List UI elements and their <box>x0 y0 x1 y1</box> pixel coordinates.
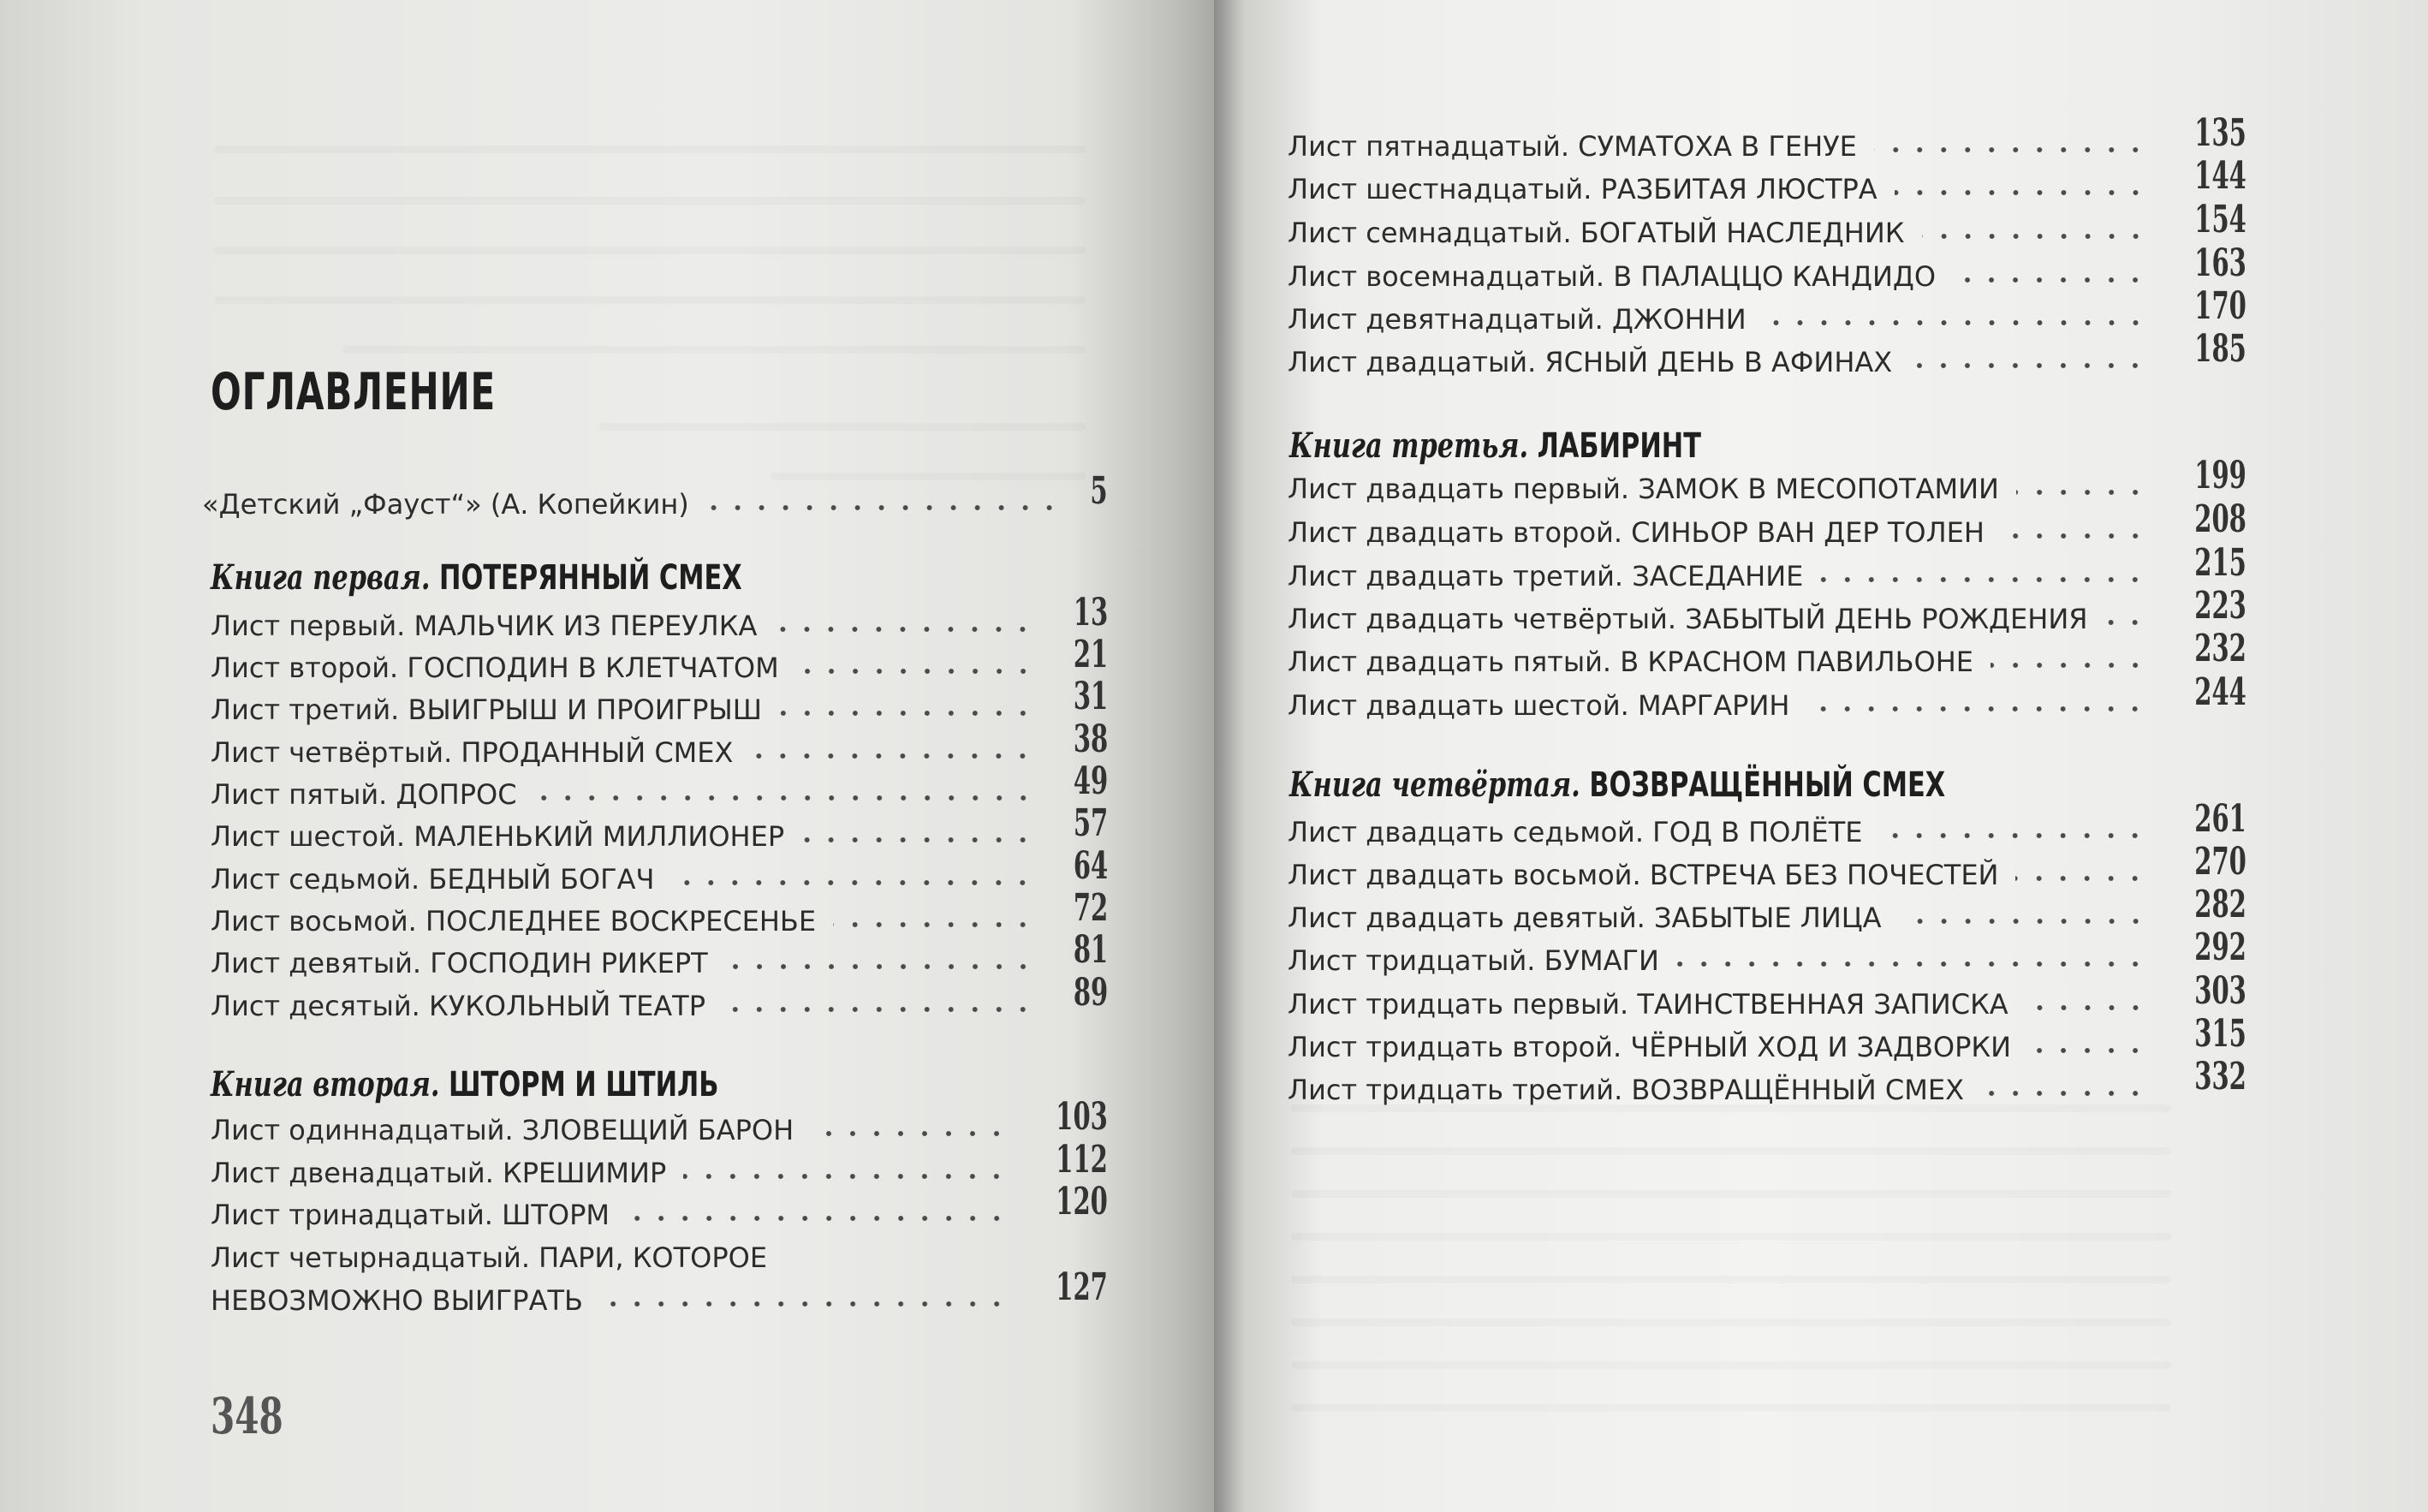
toc-entry[interactable] <box>211 759 1108 814</box>
dot-leader <box>779 707 1035 719</box>
right-page <box>1214 0 2428 1512</box>
entry-title: Лист тридцать второй. ЧЁРНЫЙ ХОД И ЗАДВОРКИ <box>1288 1031 2012 1063</box>
book-heading-4 <box>1289 764 1945 807</box>
toc-entry[interactable] <box>1288 198 2246 253</box>
book-heading-name: ВОЗВРАЩЁННЫЙ СМЕХ <box>1589 765 1946 805</box>
book-heading-name: ЛАБИРИНТ <box>1537 426 1701 466</box>
book-heading-1 <box>211 557 742 599</box>
toc-entry[interactable] <box>211 1180 1108 1235</box>
toc-entry[interactable] <box>211 801 1108 856</box>
show-through-line <box>214 146 1086 153</box>
entry-page-number: 49 <box>1073 759 1108 803</box>
entry-title: Лист двадцать второй. СИНЬОР ВАН ДЕР ТОЛЕН <box>1288 516 1985 549</box>
book-heading-3 <box>1289 425 1701 467</box>
entry-page-number: 57 <box>1073 801 1108 845</box>
toc-entry[interactable] <box>1288 926 2246 980</box>
toc-entry[interactable] <box>1288 111 2246 166</box>
book-heading-lead: Книга четвёртая. <box>1289 765 1580 805</box>
dot-leader <box>683 1170 1009 1182</box>
entry-page-number: 81 <box>1073 928 1108 972</box>
dot-leader <box>1981 1087 2147 1099</box>
toc-entry[interactable] <box>1288 969 2246 1024</box>
dot-leader <box>1953 274 2147 286</box>
show-through-line <box>771 473 1086 480</box>
entry-title: «Детский „Фауст“» (А. Копейкин) <box>202 488 689 521</box>
book-heading-name: ШТОРМ И ШТИЛЬ <box>449 1065 719 1104</box>
book-heading-2 <box>211 1063 718 1106</box>
entry-title: Лист тринадцатый. ШТОРМ <box>211 1199 610 1231</box>
entry-title: Лист первый. МАЛЬЧИК ИЗ ПЕРЕУЛКА <box>211 610 758 642</box>
dot-leader <box>1991 659 2147 671</box>
toc-entry[interactable] <box>211 1095 1108 1150</box>
dot-leader <box>671 877 1034 889</box>
toc-entry-two-line[interactable] <box>211 1238 1108 1324</box>
show-through-line <box>1291 1147 2171 1155</box>
show-through-line <box>1291 1276 2171 1283</box>
entry-page-number: 144 <box>2194 154 2246 198</box>
entry-page-number: 163 <box>2194 241 2246 285</box>
show-through-line <box>1291 1404 2171 1412</box>
entry-title: Лист девятнадцатый. ДЖОННИ <box>1288 303 1747 336</box>
entry-page-number: 154 <box>2194 198 2246 241</box>
dot-leader <box>1895 187 2147 199</box>
show-through-line <box>1291 1319 2171 1326</box>
entry-title: Лист двадцать первый. ЗАМОК В МЕСОПОТАМИИ <box>1288 473 1999 505</box>
entry-title: Лист пятый. ДОПРОС <box>211 778 517 811</box>
entry-page-number: 332 <box>2194 1055 2246 1098</box>
toc-entry[interactable] <box>1288 627 2246 682</box>
dot-leader <box>2026 1002 2147 1014</box>
toc-entry[interactable] <box>211 886 1108 941</box>
entry-title: Лист двенадцатый. КРЕШИМИР <box>211 1157 667 1189</box>
toc-entry[interactable] <box>1288 154 2246 209</box>
show-through-line <box>214 197 1086 205</box>
entry-title: Лист восьмой. ПОСЛЕДНЕЕ ВОСКРЕСЕНЬЕ <box>211 905 817 938</box>
entry-page-number: 185 <box>2194 327 2246 371</box>
entry-page-number: 135 <box>2194 111 2246 155</box>
entry-page-number: 64 <box>1073 844 1108 888</box>
dot-leader <box>723 1003 1035 1015</box>
toc-entry[interactable] <box>211 717 1108 772</box>
entry-title: Лист семнадцатый. БОГАТЫЙ НАСЛЕДНИК <box>1288 217 1905 249</box>
entry-page-number: 112 <box>1056 1138 1108 1182</box>
entry-title: Лист тридцать первый. ТАИНСТВЕННАЯ ЗАПИСКА <box>1288 988 2008 1021</box>
page-folio-number: 348 <box>211 1387 283 1445</box>
toc-entry[interactable] <box>1288 327 2246 382</box>
dot-leader <box>1879 830 2147 842</box>
entry-title-line2: НЕВОЗМОЖНО ВЫИГРАТЬ <box>211 1284 583 1317</box>
entry-title: Лист третий. ВЫИГРЫШ И ПРОИГРЫШ <box>211 693 762 726</box>
entry-title: Лист двадцатый. ЯСНЫЙ ДЕНЬ В АФИНАХ <box>1288 346 1893 378</box>
entry-page-number: 232 <box>2194 627 2246 670</box>
dot-leader <box>833 919 1035 931</box>
entry-page-number: 292 <box>2194 926 2246 969</box>
toc-entry[interactable] <box>211 844 1108 899</box>
entry-title: Лист шестой. МАЛЕНЬКИЙ МИЛЛИОНЕР <box>211 820 785 853</box>
toc-entry[interactable] <box>1288 1012 2246 1067</box>
entry-title: Лист одиннадцатый. ЗЛОВЕЩИЙ БАРОН <box>211 1114 794 1146</box>
book-heading-lead: Книга третья. <box>1289 426 1529 466</box>
entry-page-number: 170 <box>2194 284 2246 328</box>
dot-leader <box>2002 530 2147 542</box>
toc-entry[interactable] <box>1288 797 2246 852</box>
entry-page-number: 244 <box>2194 670 2246 714</box>
entry-page-number: 315 <box>2194 1012 2246 1056</box>
show-through-line <box>1291 1361 2171 1369</box>
entry-page-number: 72 <box>1073 886 1108 930</box>
dot-leader <box>706 502 1062 514</box>
entry-page-number: 303 <box>2194 969 2246 1013</box>
show-through-line <box>214 296 1086 304</box>
toc-entry[interactable] <box>1288 454 2246 509</box>
toc-entry[interactable] <box>1288 497 2246 552</box>
entry-page-number: 21 <box>1073 633 1108 676</box>
dot-leader <box>2016 486 2147 498</box>
entry-title: Лист четвёртый. ПРОДАННЫЙ СМЕХ <box>211 736 734 769</box>
dot-leader <box>796 665 1035 677</box>
entry-title: Лист двадцать пятый. В КРАСНОМ ПАВИЛЬОНЕ <box>1288 646 1973 678</box>
dot-leader <box>2104 616 2147 628</box>
entry-title: Лист шестнадцатый. РАЗБИТАЯ ЛЮСТРА <box>1288 173 1878 205</box>
entry-page-number: 31 <box>1073 675 1108 718</box>
dot-leader <box>801 834 1035 846</box>
entry-page-number: 199 <box>2194 454 2246 497</box>
toc-entry[interactable] <box>1288 284 2246 339</box>
entry-title: Лист десятый. КУКОЛЬНЫЙ ТЕАТР <box>211 990 706 1022</box>
dot-leader <box>750 750 1034 762</box>
toc-entry[interactable] <box>211 675 1108 729</box>
dot-leader <box>1874 144 2147 156</box>
entry-title: Лист двадцать девятый. ЗАБЫТЫЕ ЛИЦА <box>1288 902 1882 934</box>
book-heading-name: ПОТЕРЯННЫЙ СМЕХ <box>439 558 742 598</box>
dot-leader <box>600 1298 1009 1310</box>
toc-entry[interactable] <box>1288 584 2246 639</box>
toc-entry[interactable] <box>1288 241 2246 296</box>
entry-page-number: 103 <box>1056 1095 1108 1139</box>
entry-page-number: 208 <box>2194 497 2246 541</box>
entry-title: Лист двадцать третий. ЗАСЕДАНИЕ <box>1288 560 1804 592</box>
toc-entry[interactable] <box>211 591 1108 646</box>
entry-page-number: 223 <box>2194 584 2246 628</box>
dot-leader <box>774 623 1034 635</box>
toc-entry[interactable] <box>1288 840 2246 895</box>
toc-entry[interactable] <box>1288 883 2246 938</box>
entry-title: Лист седьмой. БЕДНЫЙ БОГАЧ <box>211 863 655 896</box>
toc-entry[interactable] <box>211 928 1108 983</box>
entry-title-line1: Лист четырнадцатый. ПАРИ, КОТОРОЕ <box>211 1241 768 1274</box>
entry-page-number: 38 <box>1073 717 1108 761</box>
entry-page-number: 270 <box>2194 840 2246 884</box>
toc-entry[interactable] <box>1288 670 2246 725</box>
dot-leader <box>1806 703 2147 715</box>
entry-title: Лист пятнадцатый. СУМАТОХА В ГЕНУЕ <box>1288 130 1857 163</box>
dot-leader <box>1909 360 2147 372</box>
dot-leader <box>2015 872 2147 884</box>
toc-entry[interactable] <box>211 633 1108 688</box>
entry-title: Лист двадцать седьмой. ГОД В ПОЛЁТЕ <box>1288 816 1863 848</box>
entry-title-row2 <box>211 1265 1108 1320</box>
entry-title: Лист двадцать шестой. МАРГАРИН <box>1288 689 1790 722</box>
entry-title: Лист восемнадцатый. В ПАЛАЦЦО КАНДИДО <box>1288 260 1937 293</box>
toc-title: ОГЛАВЛЕНИЕ <box>211 362 497 422</box>
show-through-line <box>214 247 1086 254</box>
entry-title: Лист тридцать третий. ВОЗВРАЩЁННЫЙ СМЕХ <box>1288 1074 1964 1106</box>
book-heading-lead: Книга первая. <box>211 557 431 598</box>
toc-entry[interactable] <box>1288 1055 2246 1110</box>
show-through-line <box>1291 1233 2171 1241</box>
show-through-line <box>599 423 1086 431</box>
book-heading-lead: Книга вторая. <box>211 1064 440 1104</box>
dot-leader <box>534 792 1035 804</box>
entry-title: Лист двадцать восьмой. ВСТРЕЧА БЕЗ ПОЧЕСТЕЙ <box>1288 859 1999 891</box>
entry-page-number: 120 <box>1056 1180 1108 1223</box>
entry-title: Лист девятый. ГОСПОДИН РИКЕРТ <box>211 947 708 979</box>
dot-leader <box>1676 958 2147 970</box>
dot-leader <box>1820 574 2147 586</box>
entry-title: Лист тридцатый. БУМАГИ <box>1288 944 1659 977</box>
dot-leader <box>1922 230 2148 242</box>
dot-leader <box>1899 915 2148 927</box>
entry-page-number: 13 <box>1073 591 1108 634</box>
entry-page-number: 5 <box>1090 469 1108 513</box>
show-through-line <box>1291 1190 2171 1198</box>
entry-page-number: 215 <box>2194 541 2246 585</box>
entry-title: Лист второй. ГОСПОДИН В КЛЕТЧАТОМ <box>211 652 779 684</box>
dot-leader <box>2028 1045 2147 1057</box>
show-through-line <box>342 346 1086 354</box>
toc-entry[interactable] <box>211 971 1108 1026</box>
dot-leader <box>811 1128 1009 1140</box>
entry-title: Лист двадцать четвёртый. ЗАБЫТЫЙ ДЕНЬ РОЖДЕНИЯ <box>1288 603 2088 635</box>
toc-entry[interactable] <box>1288 541 2246 596</box>
toc-entry[interactable] <box>211 1138 1108 1193</box>
dot-leader <box>725 961 1035 973</box>
entry-page-number: 261 <box>2194 797 2246 841</box>
dot-leader <box>1764 317 2148 329</box>
entry-page-number: 282 <box>2194 883 2246 926</box>
dot-leader <box>627 1212 1009 1224</box>
entry-page-number: 89 <box>1073 971 1108 1015</box>
toc-entry-intro[interactable] <box>202 469 1108 524</box>
entry-page-number: 127 <box>1056 1265 1108 1309</box>
